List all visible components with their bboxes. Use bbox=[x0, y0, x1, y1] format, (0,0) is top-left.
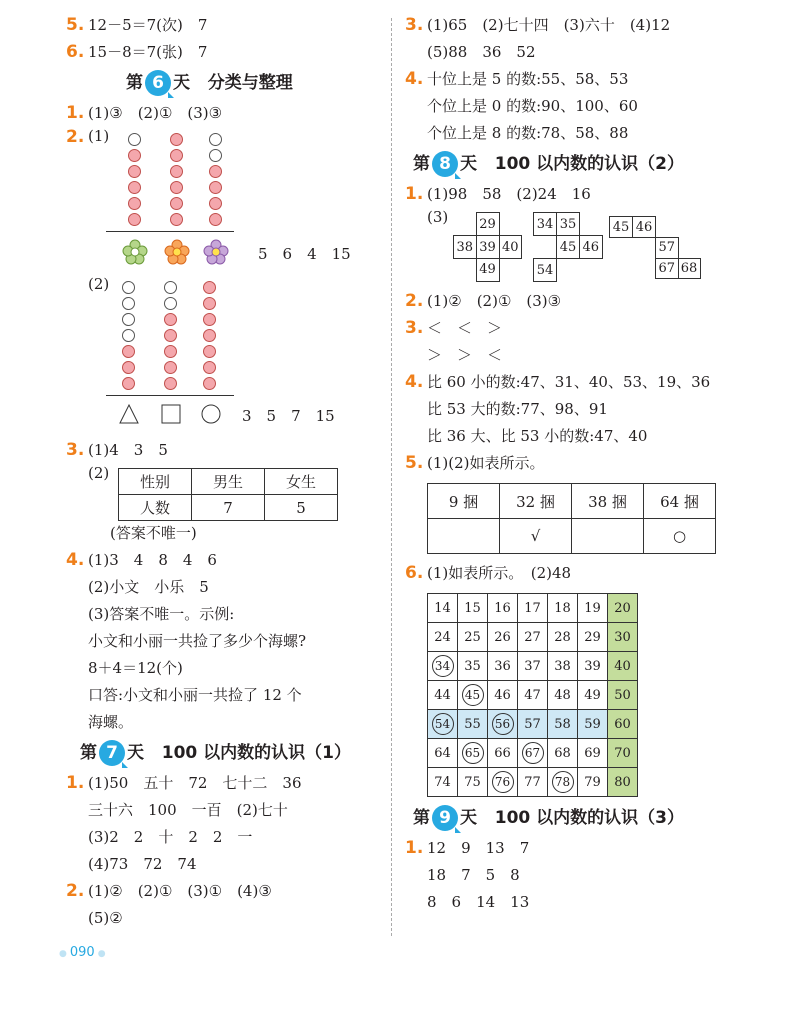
circled-number: 56 bbox=[492, 713, 514, 735]
answer-line: 海螺。 bbox=[88, 713, 134, 731]
green-flower-icon bbox=[122, 239, 148, 265]
bead-column bbox=[209, 133, 227, 229]
answer-line: 3. ＜ ＜ ＞ bbox=[405, 318, 503, 338]
answer-line: 6. 15－8＝7(张) 7 bbox=[66, 42, 208, 62]
grid-cell bbox=[608, 594, 638, 623]
grid-number: 50 bbox=[614, 687, 631, 703]
grid-cell bbox=[518, 652, 548, 681]
grid-number: 28 bbox=[554, 629, 571, 645]
grid-number: 47 bbox=[524, 687, 541, 703]
grid-row bbox=[428, 739, 638, 768]
grid-number: 38 bbox=[554, 658, 571, 674]
circled-number: 65 bbox=[462, 742, 484, 764]
answer-line: 小文和小丽一共捡了多少个海螺? bbox=[88, 632, 307, 650]
grid-cell bbox=[548, 710, 578, 739]
grid-row bbox=[428, 710, 638, 739]
grid-cell bbox=[608, 739, 638, 768]
grid-number: 69 bbox=[584, 745, 601, 761]
grid-cell bbox=[578, 710, 608, 739]
grid-number: 36 bbox=[494, 658, 511, 674]
grid-cell bbox=[518, 681, 548, 710]
day-9-heading: 第 9 天 100 以内数的认识（3） bbox=[405, 801, 735, 835]
grid-number: 25 bbox=[464, 629, 481, 645]
day-badge: 6 bbox=[145, 70, 171, 96]
answer-line: (5)88 36 52 bbox=[427, 43, 536, 61]
bead-column bbox=[164, 281, 182, 393]
day-badge: 9 bbox=[432, 805, 458, 831]
grid-number: 46 bbox=[494, 687, 511, 703]
grid-number: 19 bbox=[584, 600, 601, 616]
column-divider bbox=[391, 18, 392, 936]
grid-cell bbox=[488, 768, 518, 797]
grid-cell bbox=[428, 681, 458, 710]
answer-line: 三十六 100 一百 (2)七十 bbox=[88, 801, 288, 819]
answer-line: (4)73 72 74 bbox=[88, 855, 197, 873]
grid-cell bbox=[608, 681, 638, 710]
grid-cell bbox=[548, 681, 578, 710]
grid-cell bbox=[608, 652, 638, 681]
grid-number: 44 bbox=[434, 687, 451, 703]
grid-number: 70 bbox=[614, 745, 631, 761]
table-note: (答案不唯一) bbox=[110, 524, 197, 542]
grid-cell bbox=[428, 710, 458, 739]
day-8-heading: 第 8 天 100 以内数的认识（2） bbox=[405, 147, 735, 181]
puzzle-cross: 29 38 39 40 49 bbox=[453, 212, 522, 282]
answer-line: 5. 12－5＝7(次) 7 bbox=[66, 15, 208, 35]
bundle-table: 9 捆 32 捆 38 捆 64 捆 √ ○ bbox=[427, 483, 716, 554]
answer-line: 18 7 5 8 bbox=[427, 866, 520, 884]
grid-cell bbox=[458, 710, 488, 739]
grid-cell bbox=[458, 652, 488, 681]
grid-number: 57 bbox=[524, 716, 541, 732]
orange-flower-icon bbox=[164, 239, 190, 265]
grid-number: 15 bbox=[464, 600, 481, 616]
circled-number: 78 bbox=[552, 771, 574, 793]
answer-line: 1. 12 9 13 7 bbox=[405, 838, 530, 858]
gender-table: 性别 男生 女生 人数 7 5 bbox=[118, 468, 338, 521]
grid-number: 16 bbox=[494, 600, 511, 616]
day-7-heading: 第 7 天 100 以内数的认识（1） bbox=[66, 736, 384, 770]
answer-line: 2. (1)② (2)① (3)③ bbox=[405, 291, 562, 311]
grid-number: 66 bbox=[494, 745, 511, 761]
grid-number: 68 bbox=[554, 745, 571, 761]
answer-line: 1. (1)③ (2)① (3)③ bbox=[66, 103, 223, 123]
grid-number: 17 bbox=[524, 600, 541, 616]
grid-number: 27 bbox=[524, 629, 541, 645]
answer-line: (5)② bbox=[88, 909, 123, 927]
grid-cell bbox=[488, 681, 518, 710]
grid-number: 74 bbox=[434, 774, 451, 790]
grid-cell bbox=[428, 739, 458, 768]
grid-cell bbox=[548, 739, 578, 768]
bead-chart-2: (2) 3 5 7 15 bbox=[88, 275, 335, 425]
grid-cell bbox=[458, 623, 488, 652]
circled-number: 54 bbox=[432, 713, 454, 735]
answer-line: 8＋4＝12(个) bbox=[88, 659, 183, 677]
grid-row bbox=[428, 594, 638, 623]
bead-chart-1: 2. (1) 5 6 4 15 bbox=[66, 127, 351, 263]
grid-number: 18 bbox=[554, 600, 571, 616]
grid-cell bbox=[458, 681, 488, 710]
grid-row bbox=[428, 652, 638, 681]
triangle-icon bbox=[118, 403, 140, 425]
grid-row bbox=[428, 681, 638, 710]
right-column bbox=[405, 12, 735, 916]
grid-cell bbox=[518, 710, 548, 739]
grid-number: 58 bbox=[554, 716, 571, 732]
answer-line: 3. (1)4 3 5 bbox=[66, 440, 168, 460]
circled-number: 67 bbox=[522, 742, 544, 764]
square-icon bbox=[160, 403, 182, 425]
left-column bbox=[66, 12, 384, 932]
bead-answer: 5 6 4 15 bbox=[258, 245, 351, 263]
grid-cell bbox=[518, 623, 548, 652]
answer-line: 比 53 大的数:77、98、91 bbox=[427, 400, 608, 418]
grid-cell bbox=[578, 768, 608, 797]
grid-cell bbox=[488, 594, 518, 623]
answer-line: 8 6 14 13 bbox=[427, 893, 530, 911]
bead-column bbox=[203, 281, 221, 393]
grid-cell bbox=[488, 739, 518, 768]
grid-cell bbox=[488, 652, 518, 681]
grid-number: 55 bbox=[464, 716, 481, 732]
grid-cell bbox=[548, 652, 578, 681]
grid-cell bbox=[428, 768, 458, 797]
answer-line: ＞ ＞ ＜ bbox=[427, 346, 503, 364]
grid-number: 49 bbox=[584, 687, 601, 703]
bead-column bbox=[170, 133, 188, 229]
grid-number: 48 bbox=[554, 687, 571, 703]
grid-number: 64 bbox=[434, 745, 451, 761]
grid-cell bbox=[458, 739, 488, 768]
answer-line: 6. (1)如表所示。 (2)48 bbox=[405, 563, 572, 583]
answer-line: 5. (1)(2)如表所示。 bbox=[405, 453, 545, 473]
answer-line: 2. (1)② (2)① (3)① (4)③ bbox=[66, 881, 272, 901]
circle-icon bbox=[200, 403, 222, 425]
answer-line: 4. 十位上是 5 的数:55、58、53 bbox=[405, 69, 629, 89]
purple-flower-icon bbox=[203, 239, 229, 265]
puzzle-two: 34 35 45 46 54 bbox=[533, 212, 603, 282]
grid-number: 24 bbox=[434, 629, 451, 645]
grid-number: 30 bbox=[614, 629, 631, 645]
grid-cell bbox=[608, 768, 638, 797]
grid-number: 75 bbox=[464, 774, 481, 790]
circled-number: 34 bbox=[432, 655, 454, 677]
answer-line: 4. 比 60 小的数:47、31、40、53、19、36 bbox=[405, 372, 711, 392]
grid-number: 59 bbox=[584, 716, 601, 732]
grid-number: 29 bbox=[584, 629, 601, 645]
puzzle-three: 45 46 57 67 68 bbox=[609, 216, 701, 279]
answer-line: 1. (1)50 五十 72 七十二 36 bbox=[66, 773, 302, 793]
grid-cell bbox=[518, 768, 548, 797]
circled-number: 45 bbox=[462, 684, 484, 706]
answer-line: 个位上是 0 的数:90、100、60 bbox=[427, 97, 638, 115]
grid-cell bbox=[578, 681, 608, 710]
day-badge: 7 bbox=[99, 740, 125, 766]
bead-answer: 3 5 7 15 bbox=[242, 407, 335, 425]
grid-cell bbox=[488, 623, 518, 652]
circled-number: 76 bbox=[492, 771, 514, 793]
grid-cell bbox=[578, 652, 608, 681]
answer-line: (3)答案不唯一。示例: bbox=[88, 605, 235, 623]
grid-cell bbox=[488, 710, 518, 739]
grid-cell bbox=[458, 594, 488, 623]
gender-table-block: (2) 性别 男生 女生 人数 7 5 bbox=[66, 464, 384, 520]
grid-number: 39 bbox=[584, 658, 601, 674]
grid-number: 26 bbox=[494, 629, 511, 645]
grid-number: 35 bbox=[464, 658, 481, 674]
grid-cell bbox=[578, 594, 608, 623]
grid-cell bbox=[548, 594, 578, 623]
day-6-heading: 第 6 天 分类与整理 bbox=[66, 66, 384, 100]
grid-cell bbox=[608, 623, 638, 652]
grid-cell bbox=[578, 739, 608, 768]
bead-column bbox=[122, 281, 140, 393]
grid-cell bbox=[548, 623, 578, 652]
grid-cell bbox=[428, 623, 458, 652]
number-puzzles: (3) 29 38 39 40 49 34 35 45 46 54 45 46 57 67 68 bbox=[405, 208, 735, 288]
answer-line: 比 36 大、比 53 小的数:47、40 bbox=[427, 427, 648, 445]
grid-number: 20 bbox=[614, 600, 631, 616]
answer-line: (2)小文 小乐 5 bbox=[88, 578, 209, 596]
grid-cell bbox=[608, 710, 638, 739]
number-grid bbox=[427, 593, 638, 797]
grid-number: 80 bbox=[614, 774, 631, 790]
answer-line: 1. (1)98 58 (2)24 16 bbox=[405, 184, 591, 204]
grid-cell bbox=[428, 652, 458, 681]
grid-cell bbox=[548, 768, 578, 797]
grid-cell bbox=[428, 594, 458, 623]
grid-number: 77 bbox=[524, 774, 541, 790]
grid-cell bbox=[578, 623, 608, 652]
bead-column bbox=[128, 133, 146, 229]
grid-row bbox=[428, 768, 638, 797]
grid-row bbox=[428, 623, 638, 652]
grid-cell bbox=[458, 768, 488, 797]
page-number: ● 090 ● bbox=[56, 945, 109, 960]
grid-number: 14 bbox=[434, 600, 451, 616]
grid-cell bbox=[518, 739, 548, 768]
grid-number: 40 bbox=[614, 658, 631, 674]
answer-line: 4. (1)3 4 8 4 6 bbox=[66, 550, 217, 570]
answer-line: 个位上是 8 的数:78、58、88 bbox=[427, 124, 629, 142]
grid-cell bbox=[518, 594, 548, 623]
answer-line: 3. (1)65 (2)七十四 (3)六十 (4)12 bbox=[405, 15, 671, 35]
grid-number: 79 bbox=[584, 774, 601, 790]
answer-line: 口答:小文和小丽一共捡了 12 个 bbox=[88, 686, 302, 704]
answer-line: (3)2 2 十 2 2 一 bbox=[88, 828, 253, 846]
grid-number: 60 bbox=[614, 716, 631, 732]
grid-number: 37 bbox=[524, 658, 541, 674]
day-badge: 8 bbox=[432, 151, 458, 177]
